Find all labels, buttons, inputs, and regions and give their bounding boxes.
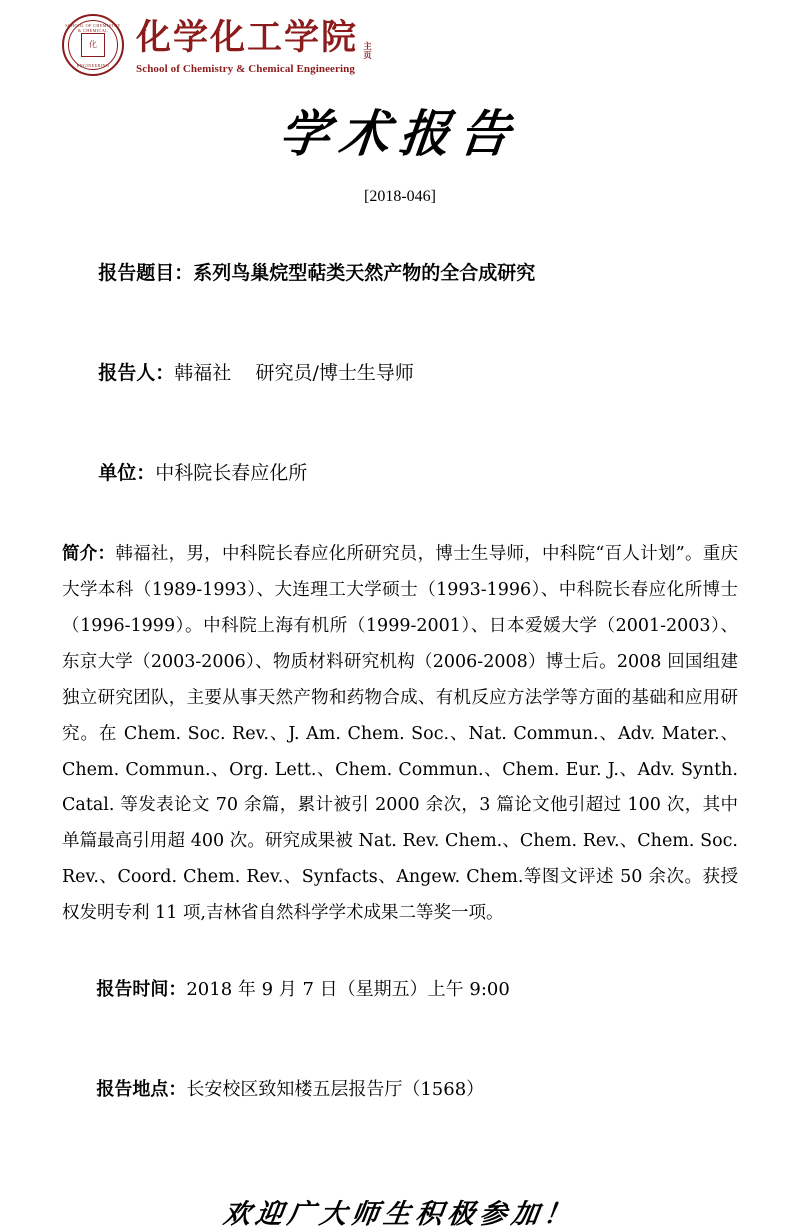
topic-label: 报告题目： [98, 262, 194, 285]
place-value: 长安校区致知楼五层报告厅（1568） [186, 1079, 485, 1101]
org-value: 中科院长春应化所 [155, 461, 308, 484]
welcome-line: 欢迎广大师生积极参加！ [221, 1198, 578, 1230]
time-label: 报告时间： [96, 979, 187, 1001]
letterhead-text [136, 14, 372, 75]
page-title: 学术报告 [276, 104, 523, 163]
school-name-en: School of Chemistry & Chemical Engineering [136, 62, 355, 75]
lecture-meta [62, 224, 738, 523]
place-label: 报告地点： [96, 1079, 187, 1101]
speaker-value: 韩福社 [174, 362, 232, 384]
meta-row-speaker [62, 324, 738, 424]
seal-center-glyph: 化 [81, 33, 105, 57]
school-name-cn-wrap [136, 18, 372, 61]
speaker-title: 研究员/博士生导师 [255, 362, 414, 384]
bio-label: 简介： [62, 544, 116, 565]
school-name-cn-sub: 主页 [363, 42, 372, 61]
bio-text: 韩福社，男，中科院长春应化所研究员，博士生导师，中科院“百人计划”。重庆大学本科（1989-1993）、大连理工大学硕士（1993-1996）、中科院长春应化所博士（1996-1999）。中科院上海有机所（1999-2001）、日本爱媛大学（2001-2003）、东京大学（2003-2006）、物质材料研究机构（2006-2008）博士后。2008 回国组建独立研究团队，主要从事天然产物和药物合成、有机反应方法学等方面的基础和应用研究。在 Chem. Soc. Rev.、J. Am. Chem. Soc.、Nat. Commun.、Adv. Mater.、Chem. Commun.、Org. Lett.、Chem. Commun.、Chem. Eur. J.、Adv. Synth. Catal. 等发表论文 70 余篇，累计被引 2000 余次，3 篇论文他引超过 100 次，其中单篇最高引用超 400 次。研究成果被 Nat. Rev. Chem.、Chem. Rev.、Chem. Soc. Rev.、Coord. Chem. Rev.、Synfacts、Angew. Chem.等图文评述 50 余次。获授权发明专利 11 项,吉林省自然科学学术成果二等奖一项。 [62, 544, 739, 923]
document-code: [2018-046] [364, 188, 436, 205]
meta-row-topic [62, 224, 738, 324]
topic-value: 系列鸟巢烷型萜类天然产物的全合成研究 [193, 262, 536, 285]
university-seal-icon [62, 14, 124, 76]
info-row-time [62, 940, 738, 1040]
letterhead [62, 0, 738, 76]
info-row-place [62, 1040, 738, 1140]
meta-row-org [62, 424, 738, 524]
speaker-bio [62, 537, 738, 932]
org-label: 单位： [98, 461, 156, 484]
school-name-cn: 化学化工学院 [136, 17, 359, 58]
time-value: 2018 年 9 月 7 日（星期五）上午 9:00 [186, 979, 510, 1001]
seal-top-text: SCHOOL OF CHEMISTRY & CHEMICAL [65, 23, 121, 33]
seal-bottom-text: ENGINEERING [76, 63, 110, 68]
speaker-label: 报告人： [98, 362, 175, 384]
